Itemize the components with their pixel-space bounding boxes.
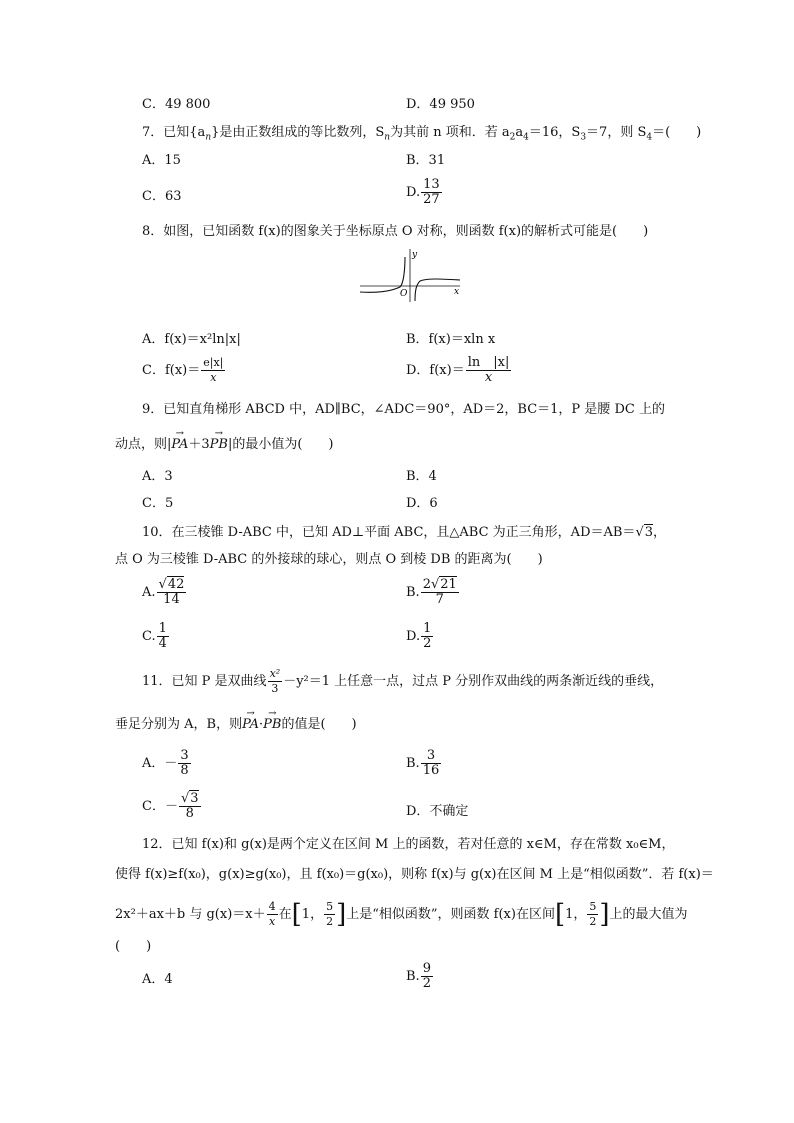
q7-option-d: D. $\frac{13}{27}$ [406,177,440,207]
q11-option-d: D．不确定 [406,804,469,819]
q10-option-a: A. $\frac{√42}{14}$ [142,577,185,607]
q10-option-c: C. $\frac{1}{4}$ [142,621,167,651]
q11-option-a: A．－ $\frac{3}{8}$ [142,748,189,778]
q11-stem-line1: 11．已知 P 是双曲线 $\frac{\text{x²}}{3}$ －y²＝1 上任意一点，过点 P 分别作双曲线的两条渐近线的垂线， [142,667,664,695]
q8-option-d: D．f(x)＝ $\frac{\ln |x|}{x}$ [406,355,510,385]
q9-option-a: A．3 [142,469,173,484]
x-axis-label: x [454,287,460,297]
q8-option-b: B．f(x)＝xln x [406,332,496,347]
q10-stem-line1: 10．在三棱锥 D-ABC 中，已知 AD⊥平面 ABC，且△ABC 为正三角形，AD＝AB＝√3， [142,525,667,540]
q11-option-b: B. $\frac{3}{16}$ [406,748,440,778]
q8-option-c: C．f(x)＝ $\frac{e|x|}{x}$ [142,356,224,384]
q6-option-c: C．49 800 [142,97,211,112]
q8-function-graph [358,247,464,303]
q7-stem: 7．已知$\{a_n\}$是由正数组成的等比数列，$S_n$为其前 n 项和．若 $a_2a_4=16$，$S_3=7$，则 $S_4=$( ) [142,125,702,143]
q9-option-b: B．4 [406,469,437,484]
q8-stem: 8．如图，已知函数 f(x)的图象关于坐标原点 O 对称，则函数 f(x)的解析式可能是( ) [142,224,649,239]
q10-stem-line2: 点 O 为三棱锥 D-ABC 的外接球的球心，则点 O 到棱 DB 的距离为( ) [115,552,543,567]
q12-option-b: B. $\frac{9}{2}$ [406,961,431,991]
y-axis-label: y [412,250,418,260]
curve-left [360,257,405,292]
q11-option-c: C．－ $\frac{√3}{8}$ [142,791,199,821]
q7-option-a: A．15 [142,153,181,168]
q8-option-a: A．f(x)＝x²ln|x| [142,332,241,347]
q9-stem-line2: 动点，则|→ PA＋3→ PB|的最小值为( ) [115,436,333,454]
q12-stem-line1: 12．已知 f(x)和 g(x)是两个定义在区间 M 上的函数，若对任意的 x∈M，存在常数 x₀∈M， [142,837,675,852]
q9-stem-line1: 9．已知直角梯形 ABCD 中，AD∥BC，∠ADC＝90°，AD＝2，BC＝1，P 是腰 DC 上的 [142,402,665,417]
q12-stem-line4: ( ) [115,939,152,954]
q10-option-d: D. $\frac{1}{2}$ [406,621,432,651]
q6-option-d: D．49 950 [406,97,475,112]
q10-option-b: B. $\frac{2√21}{7}$ [406,577,457,607]
q12-stem-line3: 2x²＋ax＋b 与 g(x)＝x＋ $\frac{4}{x}$ 在[1， $\frac{5}{2}$ ]上是“相似函数”，则函数 f(x)在区间[1， $\frac{5}{2}$ ]上的最大值为 [115,899,688,930]
q9-option-c: C．5 [142,496,174,511]
q7-option-c: C．63 [142,189,182,204]
q12-option-a: A．4 [142,972,173,987]
origin-label: O [400,289,408,299]
q12-stem-line2: 使得 f(x)≥f(x₀)，g(x)≥g(x₀)，且 f(x₀)＝g(x₀)，则称 f(x)与 g(x)在区间 M 上是“相似函数”．若 f(x)＝ [115,867,714,882]
q11-stem-line2: 垂足分别为 A，B，则→ PA·→ PB的值是( ) [115,716,357,734]
q7-option-b: B．31 [406,153,446,168]
q9-option-d: D．6 [406,496,438,511]
